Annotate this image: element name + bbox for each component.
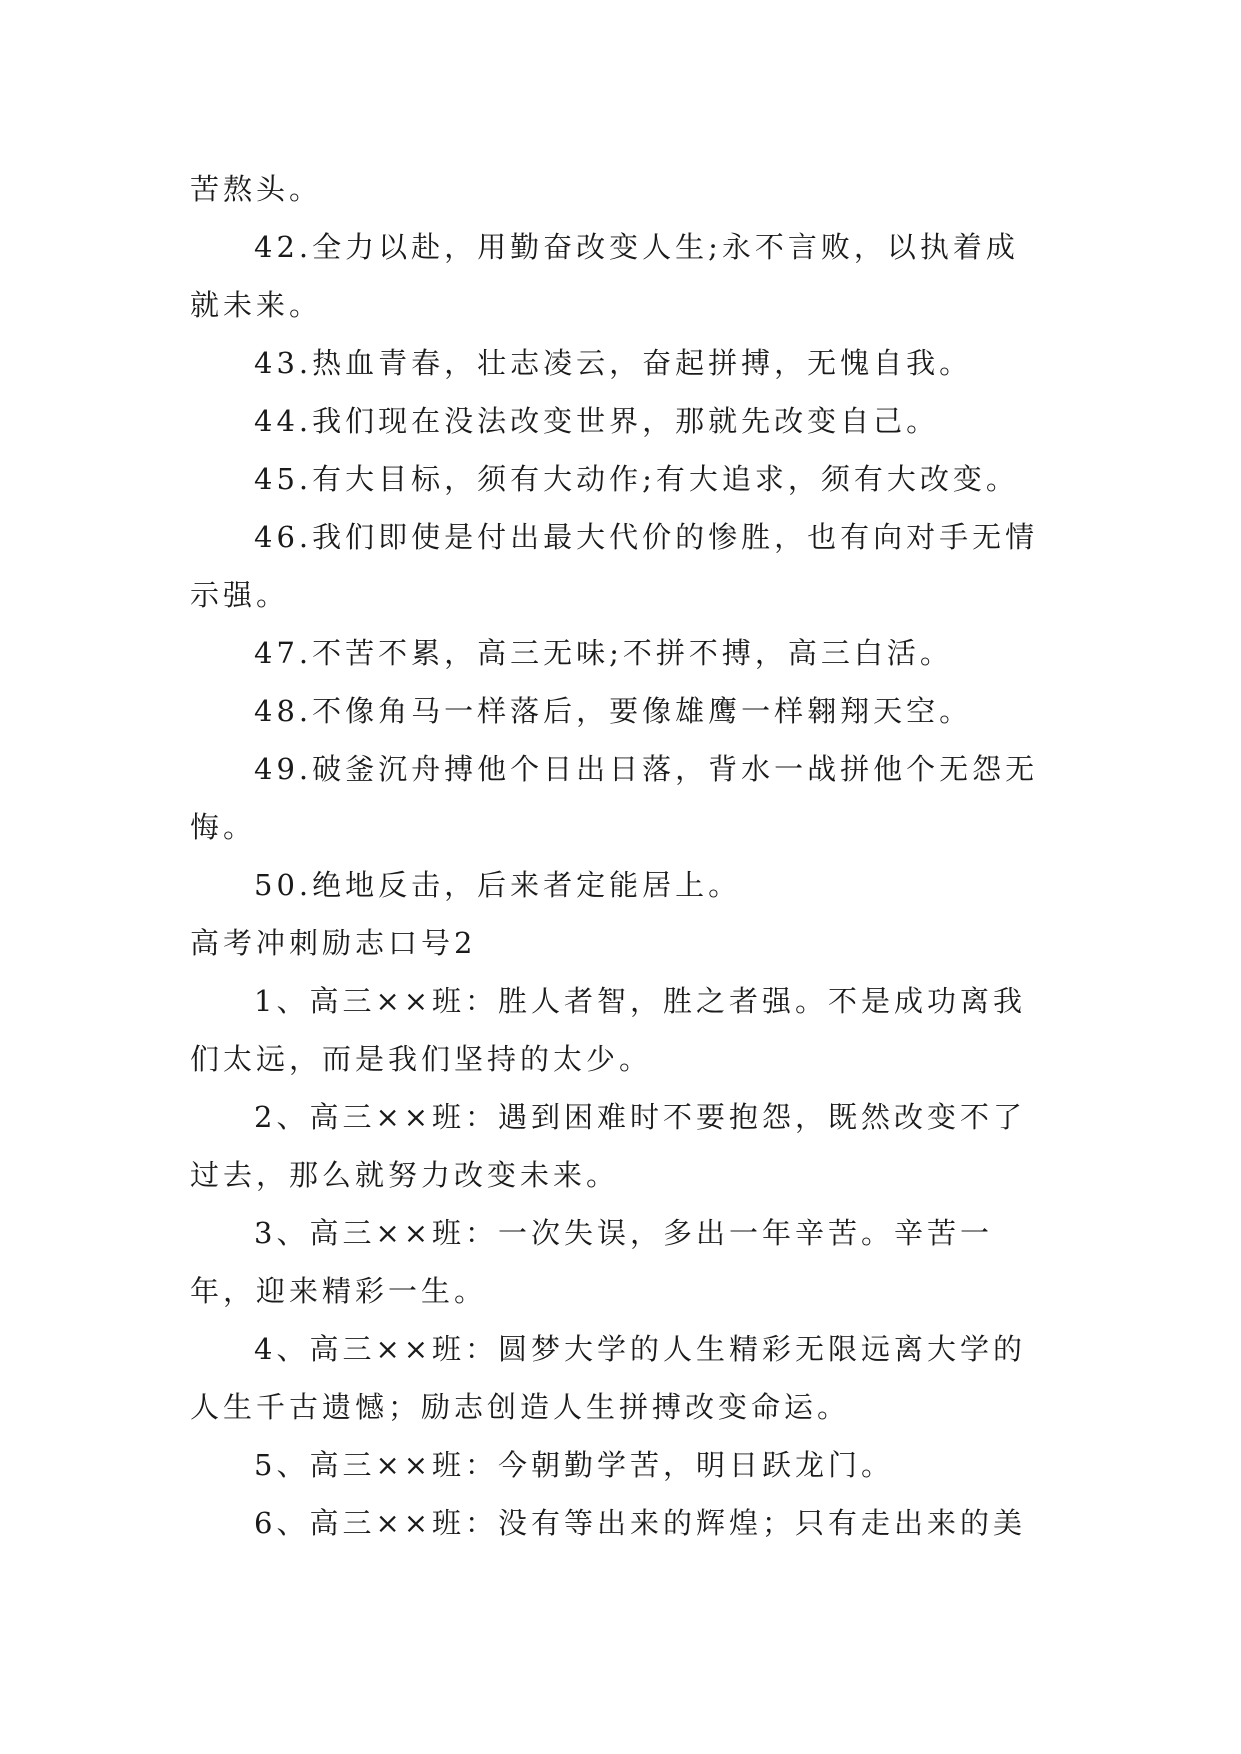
- list-item-1: 1、高三××班：胜人者智，胜之者强。不是成功离我们太远，而是我们坚持的太少。: [190, 984, 1027, 1076]
- list-item-47: 47.不苦不累，高三无味;不拼不搏，高三白活。: [254, 636, 953, 670]
- paragraph-continuation: 苦熬头。: [190, 172, 323, 206]
- list-item-5: 5、高三××班：今朝勤学苦，明日跃龙门。: [254, 1448, 895, 1482]
- list-item-3: 3、高三××班：一次失误，多出一年辛苦。辛苦一年，迎来精彩一生。: [190, 1216, 994, 1308]
- list-item-50: 50.绝地反击，后来者定能居上。: [254, 868, 742, 902]
- list-item-49: 49.破釜沉舟搏他个日出日落，背水一战拼他个无怨无悔。: [190, 752, 1039, 844]
- list-item-2: 2、高三××班：遇到困难时不要抱怨，既然改变不了过去，那么就努力改变未来。: [190, 1100, 1027, 1192]
- document-body: [190, 160, 1050, 1552]
- list-item-45: 45.有大目标，须有大动作;有大追求，须有大改变。: [254, 462, 1019, 496]
- list-item-43: 43.热血青春，壮志凌云，奋起拼搏，无愧自我。: [254, 346, 973, 380]
- section-heading: 高考冲刺励志口号2: [190, 926, 477, 960]
- list-item-4: 4、高三××班：圆梦大学的人生精彩无限远离大学的人生千古遗憾；励志创造人生拼搏改变命运。: [190, 1332, 1027, 1424]
- list-item-44: 44.我们现在没法改变世界，那就先改变自己。: [254, 404, 940, 438]
- list-item-6: 6、高三××班：没有等出来的辉煌；只有走出来的美: [254, 1506, 1027, 1540]
- list-item-42: 42.全力以赴，用勤奋改变人生;永不言败，以执着成就未来。: [190, 230, 1019, 322]
- list-item-48: 48.不像角马一样落后，要像雄鹰一样翱翔天空。: [254, 694, 973, 728]
- list-item-46: 46.我们即使是付出最大代价的惨胜，也有向对手无情示强。: [190, 520, 1039, 612]
